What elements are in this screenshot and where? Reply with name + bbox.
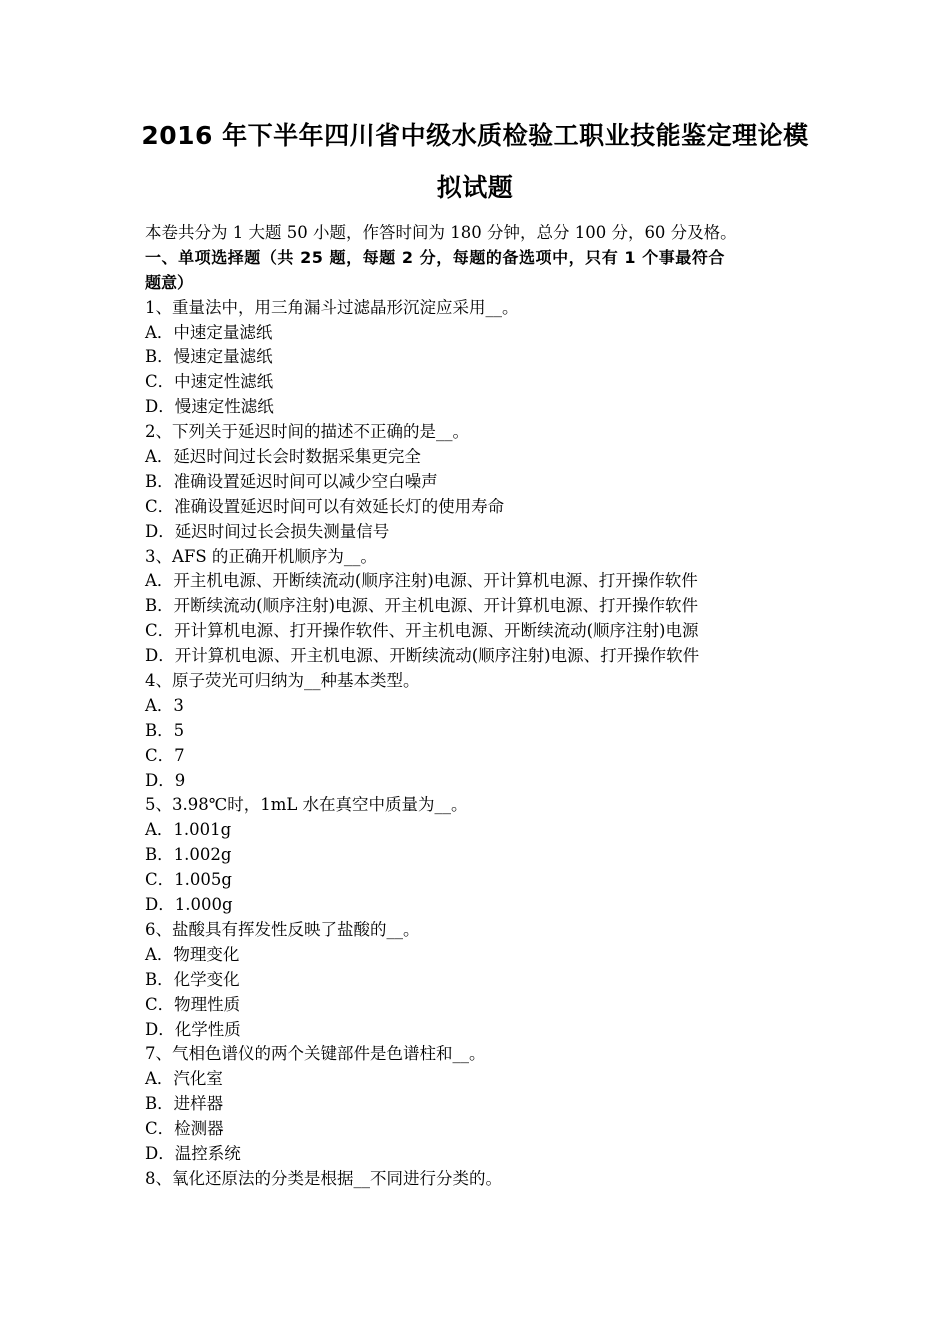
question-stem: 6、盐酸具有挥发性反映了盐酸的__。 [145,919,420,939]
document-title-line-2: 拟试题 [436,173,514,202]
question-option: C．中速定性滤纸 [145,372,274,392]
question-option: B．进样器 [145,1094,224,1114]
document-title-line-1: 2016 年下半年四川省中级水质检验工职业技能鉴定理论模 [141,121,809,150]
question-option: B．1.002g [145,845,232,865]
question-stem: 8、氧化还原法的分类是根据__不同进行分类的。 [145,1168,502,1188]
question-option: B．化学变化 [145,969,240,989]
question-5 [145,793,825,917]
question-option: B．慢速定量滤纸 [145,347,273,367]
question-4 [145,669,825,793]
question-option: A．中速定量滤纸 [145,322,273,342]
question-8 [145,1167,825,1192]
question-stem: 7、气相色谱仪的两个关键部件是色谱柱和__。 [145,1044,486,1064]
question-stem: 3、AFS 的正确开机顺序为__。 [145,546,377,566]
question-stem: 4、原子荧光可归纳为__种基本类型。 [145,671,420,691]
question-option: C．检测器 [145,1119,224,1139]
question-option: D．温控系统 [145,1143,241,1163]
question-option: D．延迟时间过长会损失测量信号 [145,521,390,541]
question-option: C．开计算机电源、打开操作软件、开主机电源、开断续流动(顺序注射)电源 [145,621,699,641]
question-option: C．准确设置延迟时间可以有效延长灯的使用寿命 [145,496,505,516]
question-option: A．1.001g [145,820,232,840]
question-option: D．1.000g [145,895,233,915]
section-heading-line-2: 题意） [145,272,194,292]
question-option: A．3 [145,695,184,715]
question-option: B．5 [145,720,185,740]
question-option: C．7 [145,745,185,765]
document-body [145,221,825,1192]
question-stem: 2、下列关于延迟时间的描述不正确的是__。 [145,422,469,442]
question-option: C．物理性质 [145,994,241,1014]
section-heading-line-1: 一、单项选择题（共 25 题，每题 2 分，每题的备选项中，只有 1 个事最符合 [145,247,725,267]
question-option: C．1.005g [145,870,232,890]
question-option: B．开断续流动(顺序注射)电源、开主机电源、开计算机电源、打开操作软件 [145,596,698,616]
question-option: D．化学性质 [145,1019,241,1039]
question-option: D．开计算机电源、开主机电源、开断续流动(顺序注射)电源、打开操作软件 [145,646,700,666]
question-option: A．物理变化 [145,944,240,964]
question-option: A．汽化室 [145,1069,223,1089]
question-option: A．延迟时间过长会时数据采集更完全 [145,447,421,467]
question-option: A．开主机电源、开断续流动(顺序注射)电源、开计算机电源、打开操作软件 [145,571,698,591]
question-2 [145,420,825,544]
exam-intro: 本卷共分为 1 大题 50 小题，作答时间为 180 分钟，总分 100 分，60 分及格。 [145,223,737,242]
question-stem: 1、重量法中，用三角漏斗过滤晶形沉淀应采用__。 [145,297,519,317]
question-6 [145,918,825,1042]
question-option: D．9 [145,770,186,790]
question-3 [145,545,825,669]
question-option: B．准确设置延迟时间可以减少空白噪声 [145,471,438,491]
question-option: D．慢速定性滤纸 [145,397,274,417]
question-stem: 5、3.98℃时，1mL 水在真空中质量为__。 [145,795,468,815]
question-1 [145,296,825,420]
question-7 [145,1042,825,1166]
